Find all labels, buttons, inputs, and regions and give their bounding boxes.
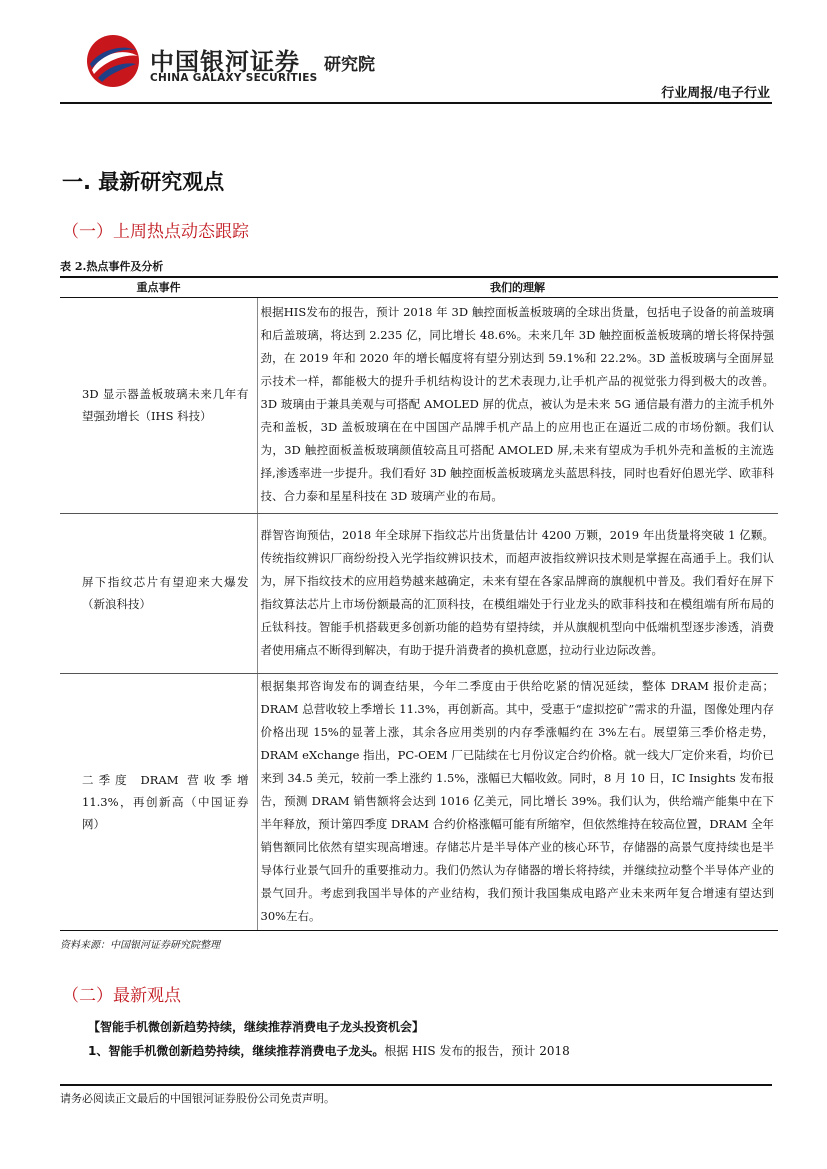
table-caption: 表 2.热点事件及分析 <box>60 260 164 273</box>
logo-institute: 研究院 <box>324 55 375 75</box>
report-type: 行业周报/电子行业 <box>661 86 770 101</box>
subsection-title-hot-events: （一）上周热点动态跟踪 <box>62 222 249 242</box>
analysis-cell: 根据集邦咨询发布的调查结果，今年二季度由于供给吃紧的情况延续，整体 DRAM 报价走高；DRAM 总营收较上季增长 11.3%，再创新高。其中，受惠于“虚拟挖矿”需求的升温，图像处理内存价格出现 15%的显著上涨，其余各应用类别的内存季涨幅约在 3%左右。展望第三季价格走势，DRAM eXchange 指出，PC-OEM 厂已陆续在七月份议定合约价格。就一线大厂定价来看，均价已来到 34.5 美元，较前一季上涨约 1.5%，涨幅已大幅收敛。同时，8 月 10 日，IC Insights 发布报告，预测 DRAM 销售额将会达到 1016 亿美元，同比增长 39%。我们认为，供给端产能集中在下半年释放，预计第四季度 DRAM 合约价格涨幅可能有所缩窄，但依然维持在较高位置，DRAM 全年销售额同比依然有望实现高增速。存储芯片是半导体产业的核心环节，存储器的高景气度持续也是半导体行业景气回升的重要推动力。我们仍然认为存储器的增长将持续，并继续拉动整个半导体产业的景气回升。考虑到我国半导体的产业结构，我们预计我国集成电路产业未来两年复合增速有望达到 30%左右。 <box>257 673 778 930</box>
hot-events-table <box>60 276 778 931</box>
table-row <box>60 297 778 513</box>
disclaimer-footer: 请务必阅读正文最后的中国银河证券股份公司免责声明。 <box>60 1092 335 1105</box>
footer-divider <box>60 1084 772 1086</box>
viewpoint-paragraph <box>88 1042 570 1059</box>
section-title: 一. 最新研究观点 <box>62 170 225 194</box>
event-cell: 二季度 DRAM 营收季增 11.3%，再创新高（中国证券网） <box>60 673 257 930</box>
galaxy-logo-icon <box>84 34 142 88</box>
analysis-cell: 根据HIS发布的报告，预计 2018 年 3D 触控面板盖板玻璃的全球出货量，包括电子设备的前盖玻璃和后盖玻璃，将达到 2.235 亿，同比增长 48.6%。未来几年 3D 触控面板盖板玻璃的增长将保持强劲，在 2019 年和 2020 年的增长幅度将有望分别达到 59.1%和 22.2%。3D 盖板玻璃与全面屏显示技术一样，都能极大的提升手机结构设计的艺术表现力,让手机产品的视觉张力得到极大的改善。3D 玻璃由于兼具美观与可搭配 AMOLED 屏的优点，被认为是未来 5G 通信最有潜力的主流手机外壳和盖板，3D 盖板玻璃在在中国国产品牌手机产品上的应用也正在逼近二成的市场份额。我们认为，3D 触控面板盖板玻璃颜值较高且可搭配 AMOLED 屏,未来有望成为手机外壳和盖板的主流选择,渗透率进一步提升。我们看好 3D 触控面板盖板玻璃龙头蓝思科技，同时也看好伯恩光学、欧菲科技、合力泰和星星科技在 3D 玻璃产业的布局。 <box>257 297 778 513</box>
table-row <box>60 673 778 930</box>
event-cell: 屏下指纹芯片有望迎来大爆发 （新浪科技） <box>60 513 257 673</box>
viewpoint-text: 根据 HIS 发布的报告，预计 2018 <box>384 1044 570 1058</box>
viewpoint-heading: 【智能手机微创新趋势持续，继续推荐消费电子龙头投资机会】 <box>88 1020 425 1034</box>
table-header-row <box>60 277 778 297</box>
page-header <box>62 26 774 104</box>
column-header-event: 重点事件 <box>60 277 257 297</box>
logo-english-name: CHINA GALAXY SECURITIES <box>150 72 318 84</box>
header-divider <box>60 102 772 104</box>
viewpoint-lead: 1、智能手机微创新趋势持续，继续推荐消费电子龙头。 <box>88 1044 385 1058</box>
column-header-analysis: 我们的理解 <box>257 277 778 297</box>
subsection-title-latest-views: （二）最新观点 <box>62 986 181 1006</box>
analysis-cell: 群智咨询预估，2018 年全球屏下指纹芯片出货量估计 4200 万颗，2019 年出货量将突破 1 亿颗。传统指纹辨识厂商纷纷投入光学指纹辨识技术，而超声波指纹辨识技术则是掌握在高通手上。我们认为，屏下指纹技术的应用趋势越来越确定，未来有望在各家品牌商的旗舰机中普及。我们看好在屏下指纹算法芯片上市场份额最高的汇顶科技，在模组端处于行业龙头的欧菲科技和在模组端有所布局的丘钛科技。智能手机搭载更多创新功能的趋势有望持续，并从旗舰机型向中低端机型逐步渗透，消费者使用痛点不断得到解决，有助于提升消费者的换机意愿，拉动行业边际改善。 <box>257 513 778 673</box>
logo-chinese-name: 中国银河证券 <box>150 48 300 76</box>
table-row <box>60 513 778 673</box>
event-cell: 3D 显示器盖板玻璃未来几年有望强劲增长（IHS 科技） <box>60 297 257 513</box>
company-logo <box>84 32 404 92</box>
table-source-note: 资料来源：中国银河证券研究院整理 <box>60 940 220 951</box>
